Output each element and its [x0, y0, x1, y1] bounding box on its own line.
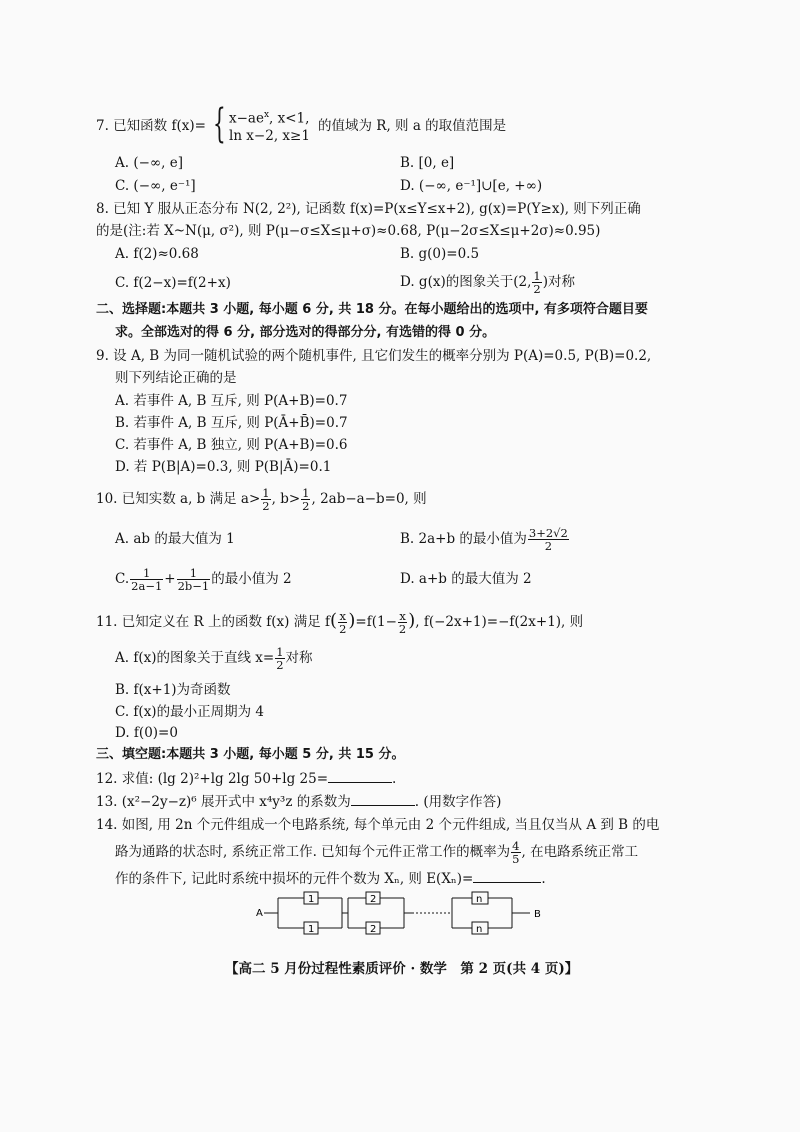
unit1-top-label: 1	[308, 894, 315, 905]
section2-heading-line1: 二、选择题:本题共 3 小题, 每小题 6 分, 共 18 分。在每小题给出的选项中, 有多项符合题目要	[96, 302, 648, 317]
q11-option-d: D. f(0)=0	[115, 725, 178, 741]
q8-option-a: A. f(2)≈0.68	[115, 246, 199, 262]
q8-stem-line2: 的是(注:若 X~N(μ, σ²), 则 P(μ−σ≤X≤μ+σ)≈0.68, P(μ−2σ≤X≤μ+2σ)≈0.95)	[96, 223, 601, 239]
q7-suffix: 的值域为 R, 则 a 的取值范围是	[318, 118, 507, 134]
q11-a-fraction: $\frac{1}{2}$	[276, 645, 284, 672]
q11-frac1: $\frac{x}{2}$	[339, 609, 347, 636]
q8-stem-line1: 8. 已知 Y 服从正态分布 N(2, 2²), 记函数 f(x)=P(x≤Y≤x+2), g(x)=P(Y≥x), 则下列正确	[96, 201, 641, 217]
q11-stem: 11. 已知定义在 R 上的函数 f(x) 满足 f( $\frac{x}{2}$ )=f(1− $\frac{x}{2}$ ), f(−2x+1)=−f(2x+1), 则	[96, 609, 584, 636]
circuit-diagram	[254, 888, 554, 938]
q10-option-d: D. a+b 的最大值为 2	[400, 571, 532, 587]
q10-frac-a: $\frac{1}{2}$	[262, 486, 270, 513]
page-footer: 【高二 5 月份过程性素质评价 · 数学 第 2 页(共 4 页)】	[225, 961, 579, 977]
q9-stem-line2: 则下列结论正确的是	[115, 370, 237, 386]
q14-stem-line3: 作的条件下, 记此时系统中损坏的元件个数为 Xₙ, 则 E(Xₙ)= .	[115, 871, 546, 887]
q7-prefix: 7. 已知函数 f(x)=	[96, 118, 206, 134]
q7-option-d: D. (−∞, e⁻¹]∪[e, +∞)	[400, 178, 543, 194]
q10-option-b: B. 2a+b 的最小值为 $\frac{3+2√2}{2}$	[400, 526, 568, 553]
q7-stem	[96, 117, 206, 135]
section3-heading: 三、填空题:本题共 3 小题, 每小题 5 分, 共 15 分。	[96, 747, 405, 762]
q8-option-d: D. g(x)的图象关于(2, $\frac{1}{2}$ )对称	[400, 269, 575, 296]
q9-option-d: D. 若 P(B|A)=0.3, 则 P(B|Ā)=0.1	[115, 459, 332, 475]
unit2-bottom-label: 2	[370, 924, 377, 935]
q14-stem-line1: 14. 如图, 用 2n 个元件组成一个电路系统, 每个单元由 2 个元件组成, 当且仅当从 A 到 B 的电	[96, 817, 660, 833]
q11-option-a: A. f(x)的图象关于直线 x= $\frac{1}{2}$ 对称	[115, 645, 313, 672]
q7-option-a: A. (−∞, e]	[115, 155, 183, 171]
q7-brace: {	[213, 101, 226, 147]
q10-stem: 10. 已知实数 a, b 满足 a> $\frac{1}{2}$ , b> $\frac{1}{2}$ , 2ab−a−b=0, 则	[96, 486, 427, 513]
q14-probability-fraction: $\frac{4}{5}$	[512, 839, 520, 866]
q11-option-b: B. f(x+1)为奇函数	[115, 682, 231, 698]
section2-heading-line2: 求。全部选对的得 6 分, 部分选对的得部分分, 有选错的得 0 分。	[115, 325, 496, 340]
q10-option-a: A. ab 的最大值为 1	[115, 531, 235, 547]
q11-frac2: $\frac{x}{2}$	[398, 609, 407, 636]
unit1-bottom-label: 1	[308, 924, 315, 935]
q12-answer-blank[interactable]	[328, 770, 392, 783]
q10-option-c: C. $\frac{1}{2a-1}$ + $\frac{1}{2b-1}$ 的最小值为 2	[115, 566, 292, 593]
q9-option-c: C. 若事件 A, B 独立, 则 P(A+B)=0.6	[115, 437, 348, 453]
q8-d-fraction: $\frac{1}{2}$	[533, 269, 541, 296]
unit2-top-label: 2	[370, 894, 377, 905]
unitn-bottom-label: n	[476, 924, 483, 935]
q11-option-c: C. f(x)的最小正周期为 4	[115, 704, 264, 720]
circuit-label-a: A	[256, 908, 263, 919]
q7-option-b: B. [0, e]	[400, 155, 455, 171]
q7-cases	[229, 107, 310, 145]
q8-option-c: C. f(2−x)=f(2+x)	[115, 275, 231, 291]
q10-frac-b: $\frac{1}{2}$	[302, 486, 310, 513]
q8-option-b: B. g(0)=0.5	[400, 246, 480, 262]
q13-stem: 13. (x²−2y−z)⁶ 展开式中 x⁴y³z 的系数为 . (用数字作答)	[96, 794, 502, 810]
q14-stem-line2: 路为通路的状态时, 系统正常工作. 已知每个元件正常工作的概率为 $\frac{4}{5}$ , 在电路系统正常工	[115, 839, 639, 866]
unitn-top-label: n	[476, 894, 483, 905]
q9-option-b: B. 若事件 A, B 互斥, 则 P(Ā+B̄)=0.7	[115, 415, 348, 431]
q10-b-fraction: $\frac{3+2√2}{2}$	[528, 526, 568, 553]
q12-stem: 12. 求值: (lg 2)²+lg 2lg 50+lg 25= .	[96, 771, 397, 787]
q9-stem-line1: 9. 设 A, B 为同一随机试验的两个随机事件, 且它们发生的概率分别为 P(A)=0.5, P(B)=0.2,	[96, 348, 652, 364]
q7-option-c: C. (−∞, e⁻¹]	[115, 178, 196, 194]
q7-case1: $x-ae^x$, x<1,	[229, 110, 310, 127]
q14-answer-blank[interactable]	[473, 870, 541, 883]
circuit-label-b: B	[534, 909, 541, 920]
q10-c-fraction1: $\frac{1}{2a-1}$	[131, 566, 163, 593]
q10-c-fraction2: $\frac{1}{2b-1}$	[177, 566, 210, 593]
q9-option-a: A. 若事件 A, B 互斥, 则 P(A+B)=0.7	[115, 393, 348, 409]
q13-answer-blank[interactable]	[351, 793, 415, 806]
q7-case2: ln x−2, x≥1	[229, 127, 310, 144]
